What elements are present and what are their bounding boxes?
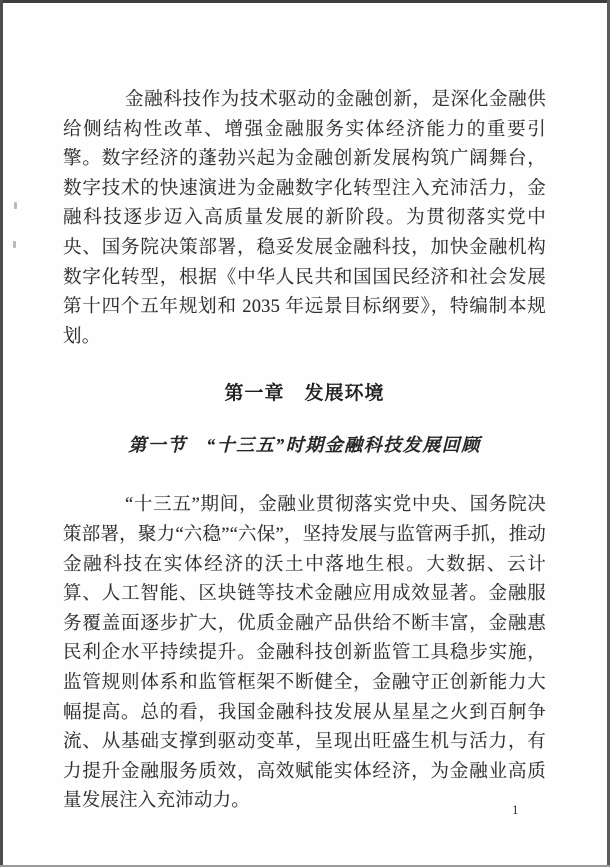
section-heading: 第一节 “十三五”时期金融科技发展回顾: [128, 435, 481, 456]
intro-paragraph: 金融科技作为技术驱动的金融创新，是深化金融供给侧结构性改革、增强金融服务实体经济能力的重要引擎。数字经济的蓬勃兴起为金融创新发展构筑广阔舞台，数字技术的快速演进为金融数字化转型注入充沛活力，金融科技逐步迈入高质量发展的新阶段。为贯彻落实党中央、国务院决策部署，稳妥发展金融科技，加快金融机构数字化转型，根据《中华人民共和国国民经济和社会发展第十四个五年规划和 2035 年远景目标纲要》，特编制本规划。: [63, 90, 546, 347]
document-content: [63, 86, 546, 817]
scan-edge-left: [0, 0, 3, 867]
chapter-heading: 第一章 发展环境: [224, 383, 385, 405]
scan-artifact: [14, 202, 17, 209]
scan-artifact: [13, 241, 16, 248]
page-number: 1: [512, 802, 519, 817]
scan-edge-top: [0, 0, 610, 3]
review-paragraph: “十三五”期间，金融业贯彻落实党中央、国务院决策部署，聚力“六稳”“六保”，坚持发展与监管两手抓，推动金融科技在实体经济的沃土中落地生根。大数据、云计算、人工智能、区块链等技术金融应用成效显著。金融服务覆盖面逐步扩大，优质金融产品供给不断丰富，金融惠民利企水平持续提升。金融科技创新监管工具稳步实施，监管规则体系和监管框架不断健全，金融守正创新能力大幅提高。总的看，我国金融科技发展从星星之火到百舸争流、从基础支撑到驱动变革，呈现出旺盛生机与活力，有力提升金融服务质效，高效赋能实体经济，为金融业高质量发展注入充沛动力。: [63, 495, 546, 812]
